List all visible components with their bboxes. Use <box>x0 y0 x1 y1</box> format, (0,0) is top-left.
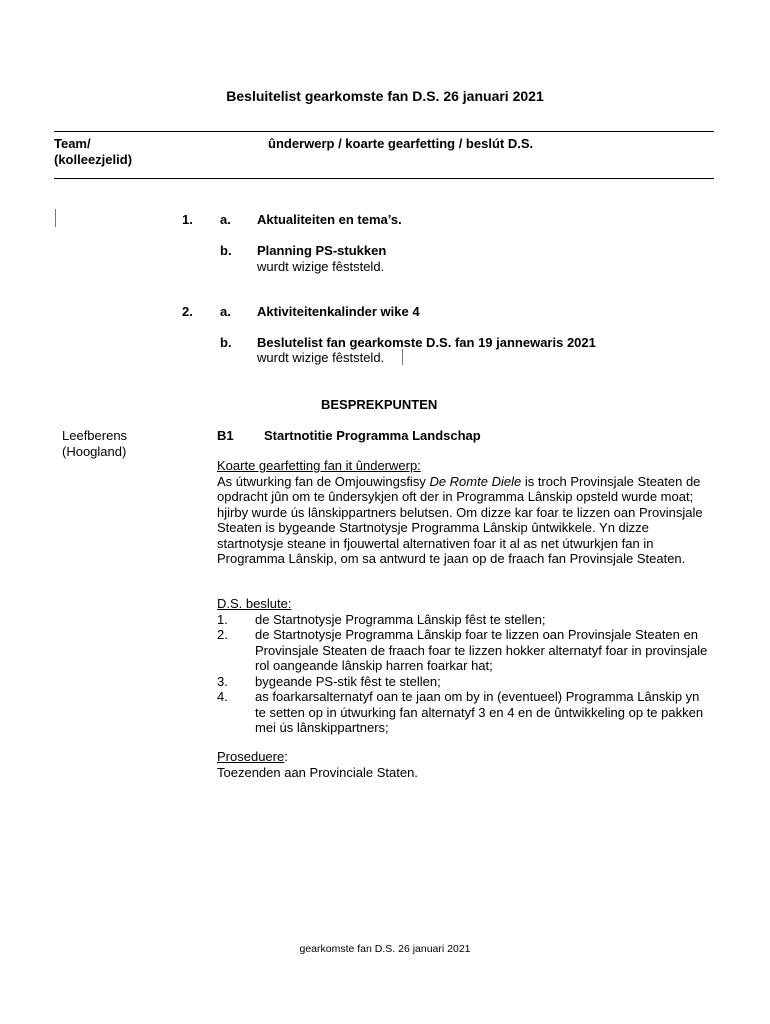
header-member-label: (kolleezjelid) <box>54 152 133 167</box>
b1-title: Startnotitie Programma Landschap <box>264 428 481 443</box>
decision-text: de Startnotysje Programma Lânskip fêst te stellen; <box>255 611 546 627</box>
b1-summary <box>217 458 709 567</box>
header-top-rule <box>54 131 714 132</box>
decision-number: 3. <box>217 673 228 689</box>
b1-decision-heading: D.S. beslute: <box>217 596 292 611</box>
item-1-number: 1. <box>182 212 193 227</box>
decision-item <box>217 674 711 690</box>
decision-number: 1. <box>217 611 228 627</box>
summary-text-rest: is troch Provinsjale Steaten de opdracht jûn om te ûndersykjen oft der in Programma Lânskip opsteld wurde moat; hjirby wurde ús lânskippartners belutsen. Om dizze kar foar te lizzen oan Provinsjale Steaten is bygeande Startnotysje Programma Lânskip ûntwikkele. Yn dizze startnotysje steane in fjouwertal alternativen foar it al as net útwurkjen fan in Programma Lânskip, om sa antwurd te jaan op de fraach fan Provinsjale Steaten. <box>217 473 703 566</box>
decision-item <box>217 627 711 674</box>
item-1b-note: wurdt wizige fêststeld. <box>257 259 385 274</box>
header-subject-label: ûnderwerp / koarte gearfetting / beslút D.S. <box>268 136 534 151</box>
summary-text-start: As útwurking fan de Omjouwingsfisy <box>217 473 430 489</box>
cursor-mark <box>402 349 403 365</box>
item-1b-title: Planning PS-stukken <box>257 243 387 258</box>
item-2a-title: Aktiviteitenkalinder wike 4 <box>257 304 420 319</box>
b1-procedure-heading: Proseduere <box>217 749 285 764</box>
b1-procedure <box>217 749 418 780</box>
decision-item <box>217 612 711 628</box>
item-2b-note: wurdt wizige fêststeld. <box>257 350 385 365</box>
header-team-label: Team/ <box>54 136 91 151</box>
decision-number: 4. <box>217 689 228 704</box>
header-bottom-rule <box>54 178 714 179</box>
b1-decision <box>217 596 711 736</box>
item-1a-letter: a. <box>220 212 231 227</box>
item-1b-letter: b. <box>220 243 232 258</box>
b1-summary-heading: Koarte gearfetting fan it ûnderwerp: <box>217 458 421 473</box>
item-2-number: 2. <box>182 304 193 319</box>
page-footer: gearkomste fan D.S. 26 januari 2021 <box>299 943 471 955</box>
decision-text: bygeande PS-stik fêst te stellen; <box>255 673 441 689</box>
header-team-column <box>54 136 132 168</box>
decision-text: de Startnotysje Programma Lânskip foar te lizzen oan Provinsjale Steaten en Provinsjale Steaten de fraach foar te lizzen hokker alternatyf foar in provinsjale rol oangeande lânskip harren foarkar hat; <box>255 627 708 673</box>
margin-mark <box>55 209 56 227</box>
b1-summary-text <box>217 474 709 567</box>
item-2b-title: Beslutelist fan gearkomste D.S. fan 19 jannewaris 2021 <box>257 335 596 350</box>
b1-procedure-text: Toezenden aan Provinciale Staten. <box>217 764 418 780</box>
b1-team-member: (Hoogland) <box>62 443 127 459</box>
item-1a-title: Aktualiteiten en tema’s. <box>257 212 402 227</box>
b1-team-name: Leefberens <box>62 428 128 443</box>
decision-text: as foarkarsalternatyf oan te jaan om by in (eventueel) Programma Lânskip yn te setten op in útwurking fan alternatyf 3 en 4 en de ûntwikkeling op te pakken mei ús lânskippartners; <box>255 689 704 735</box>
b1-code: B1 <box>217 428 234 443</box>
page-title: Besluitelist gearkomste fan D.S. 26 januari 2021 <box>226 88 544 104</box>
item-2b-letter: b. <box>220 335 232 350</box>
decision-number: 2. <box>217 627 228 642</box>
b1-procedure-colon: : <box>284 749 288 764</box>
section-heading: BESPREKPUNTEN <box>321 397 438 412</box>
b1-decision-list <box>217 612 711 736</box>
decision-item <box>217 689 711 736</box>
summary-text-vision-title: De Romte Diele <box>429 473 522 489</box>
b1-team <box>62 428 127 459</box>
b1-procedure-heading-line <box>217 749 418 765</box>
item-2a-letter: a. <box>220 304 231 319</box>
